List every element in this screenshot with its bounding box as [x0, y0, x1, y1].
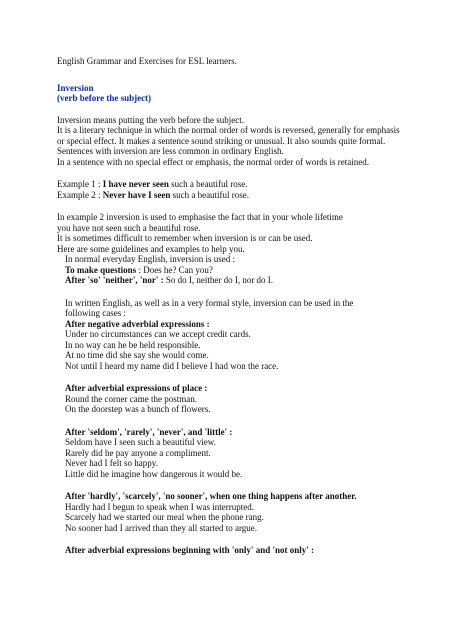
rule-example-line: In no way can he be held responsible. [65, 339, 201, 350]
intro-line: In a sentence with no special effect or emphasis, the normal order of words is retained. [57, 156, 369, 167]
explain-line: In example 2 inversion is used to emphasise the fact that in your whole lifetime [57, 212, 343, 222]
rule-section-title [65, 383, 457, 394]
document-body [57, 56, 457, 556]
document-title: English Grammar and Exercises for ESL learners. [57, 56, 237, 66]
rule-section [57, 491, 457, 533]
example-label: Example 2 : [57, 189, 101, 200]
rule-example-line: Never had I felt so happy. [65, 458, 158, 468]
rule-section-title-text: After adverbial expressions of place : [65, 383, 208, 393]
rule-example-line: Round the corner came the postman. [65, 393, 197, 404]
rule-example-line: Scarcely had we started our meal when the phone rang. [65, 512, 264, 522]
rule-section-title-text: After negative adverbial expressions : [65, 318, 210, 329]
intro-paragraph [57, 115, 457, 168]
rule-section-title-text: After 'hardly', 'scarcely', 'no sooner', when one thing happens after another. [65, 491, 357, 501]
example-label: Example 1 : [57, 179, 101, 189]
rule-example-line: Under no circumstances can we accept credit cards. [65, 329, 251, 339]
written-line: following cases : [65, 308, 126, 318]
so-neither-nor-rule [65, 275, 457, 286]
example-1 [57, 179, 457, 190]
section-subheading: (verb before the subject) [57, 93, 152, 103]
rule-example-line: Hardly had I begun to speak when I was interrupted. [65, 501, 254, 512]
example-2 [57, 190, 457, 201]
section-heading: Inversion [57, 82, 94, 93]
example-emphasis: I have never seen [102, 179, 169, 189]
intro-line: or special effect. It makes a sentence sound striking or unusual. It also sounds quite formal. [57, 135, 386, 146]
rule-section-title [65, 545, 457, 556]
explain-line: It is sometimes difficult to remember when inversion is or can be used. [57, 233, 313, 243]
rule-section-title [65, 427, 457, 438]
rule-section-title [65, 319, 457, 330]
written-line: In written English, as well as in a very formal style, inversion can be used in the [65, 297, 354, 308]
rule-title: After 'so' 'neither', 'nor' : [65, 275, 164, 285]
rule-example-line: Seldom have I seen such a beautiful view. [65, 437, 216, 447]
explanation-paragraph [57, 212, 457, 254]
rule-section-title-text: After adverbial expressions beginning with 'only' and 'not only' : [65, 545, 314, 555]
example-rest: such a beautiful rose. [170, 189, 250, 200]
explain-line: you have not seen such a beautiful rose. [57, 222, 201, 233]
example-emphasis: Never have I seen [102, 189, 171, 200]
rule-example: So do I, neither do I, nor do I. [163, 275, 274, 285]
normal-usage-intro: In normal everyday English, inversion is used : [65, 254, 235, 264]
rule-section-title [65, 491, 457, 502]
written-usage-intro [57, 298, 457, 319]
rule-section [57, 383, 457, 415]
rule-example-line: On the doorstep was a bunch of flowers. [65, 404, 211, 414]
rule-example: : Does he? Can you? [136, 264, 213, 275]
intro-line: Sentences with inversion are less common in ordinary English. [57, 146, 284, 156]
rule-example-line: Not until I heard my name did I believe I had won the race. [65, 360, 279, 371]
intro-line: It is a literary technique in which the normal order of words is reversed, generally for emphasis [57, 125, 400, 135]
rule-example-line: No sooner had I arrived than they all started to argue. [65, 522, 258, 533]
rule-example-line: Rarely did he pay anyone a compliment. [65, 447, 211, 458]
explain-line: Here are some guidelines and examples to help you. [57, 243, 245, 254]
rule-section [57, 545, 457, 556]
rule-example-line: At no time did she say she would come. [65, 350, 209, 360]
normal-usage-block [57, 254, 457, 286]
rule-section-title-text: After 'seldom', 'rarely', 'never', and 'little' : [65, 426, 233, 437]
rule-title: To make questions [65, 264, 137, 275]
rule-section [57, 319, 457, 372]
example-rest: such a beautiful rose. [168, 179, 248, 189]
examples-block [57, 179, 457, 200]
intro-line: Inversion means putting the verb before the subject. [57, 114, 244, 125]
rule-section [57, 427, 457, 480]
rule-example-line: Little did he imagine how dangerous it would be. [65, 468, 243, 479]
questions-rule [65, 265, 457, 276]
